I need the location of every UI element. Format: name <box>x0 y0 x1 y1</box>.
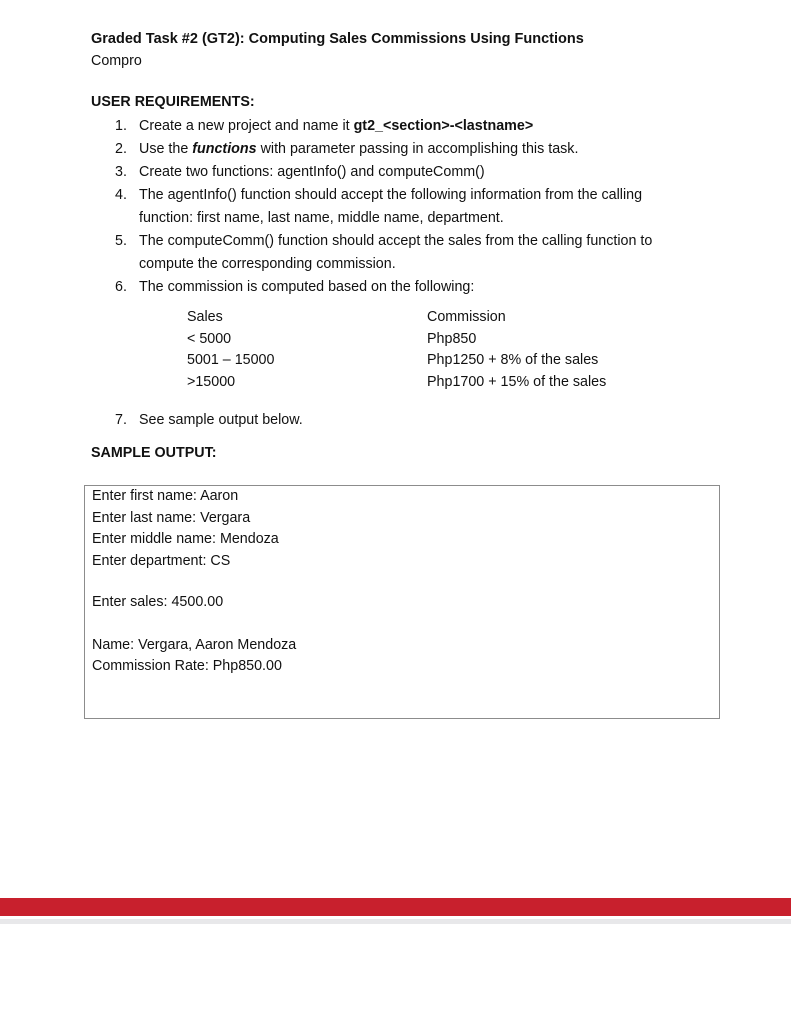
table-header-sales: Sales <box>187 309 223 325</box>
list-text: The commission is computed based on the following: <box>139 279 475 295</box>
list-item <box>0 230 791 276</box>
table-cell-sales: 5001 – 15000 <box>187 352 275 368</box>
list-text: See sample output below. <box>139 412 303 428</box>
table-header-commission: Commission <box>427 309 506 325</box>
list-item <box>0 138 791 161</box>
list-item <box>0 276 791 299</box>
table-cell-commission: Php1250 + 8% of the sales <box>427 352 599 368</box>
table-cell-commission: Php1700 + 15% of the sales <box>427 373 607 390</box>
list-text: compute the corresponding commission. <box>139 256 396 272</box>
project-name-format: gt2_<section>-<lastname> <box>353 118 534 134</box>
list-text: Create two functions: agentInfo() and computeComm() <box>139 164 485 180</box>
requirements-heading: USER REQUIREMENTS: <box>91 94 255 110</box>
list-number: 7. <box>115 412 127 428</box>
output-line: Enter department: CS <box>92 553 231 569</box>
output-line: Enter middle name: Mendoza <box>92 531 279 547</box>
list-text: with parameter passing in accomplishing this task. <box>256 141 579 157</box>
list-number: 6. <box>115 279 127 295</box>
list-text: The computeComm() function should accept the sales from the calling function to <box>139 233 653 249</box>
list-number: 4. <box>115 187 127 203</box>
output-line: Enter last name: Vergara <box>92 510 251 526</box>
output-line: Name: Vergara, Aaron Mendoza <box>92 637 297 653</box>
output-line: Commission Rate: Php850.00 <box>92 658 282 674</box>
output-line: Enter sales: 4500.00 <box>92 594 224 610</box>
list-item <box>0 115 791 138</box>
emphasis-functions: functions <box>192 141 257 157</box>
sample-output-box <box>84 485 720 719</box>
sample-output-heading: SAMPLE OUTPUT: <box>91 445 217 461</box>
list-text: Use the <box>139 141 193 157</box>
output-line: Enter first name: Aaron <box>92 488 239 504</box>
list-number: 1. <box>115 118 127 134</box>
list-text: Create a new project and name it <box>139 118 354 134</box>
list-number: 2. <box>115 141 127 157</box>
list-item <box>0 161 791 184</box>
list-item <box>0 184 791 230</box>
table-cell-sales: >15000 <box>187 373 236 390</box>
table-cell-commission: Php850 <box>427 330 477 347</box>
list-text: The agentInfo() function should accept the following information from the calling <box>139 187 643 203</box>
document-title: Graded Task #2 (GT2): Computing Sales Commissions Using Functions <box>91 31 584 47</box>
table-cell-sales: < 5000 <box>187 330 232 347</box>
document-subtitle: Compro <box>91 53 142 69</box>
list-number: 5. <box>115 233 127 249</box>
requirements-list <box>0 115 791 299</box>
list-text: function: first name, last name, middle name, department. <box>139 210 504 226</box>
footer-red-band <box>0 898 791 916</box>
footer-gray-band <box>0 919 791 924</box>
list-number: 3. <box>115 164 127 180</box>
